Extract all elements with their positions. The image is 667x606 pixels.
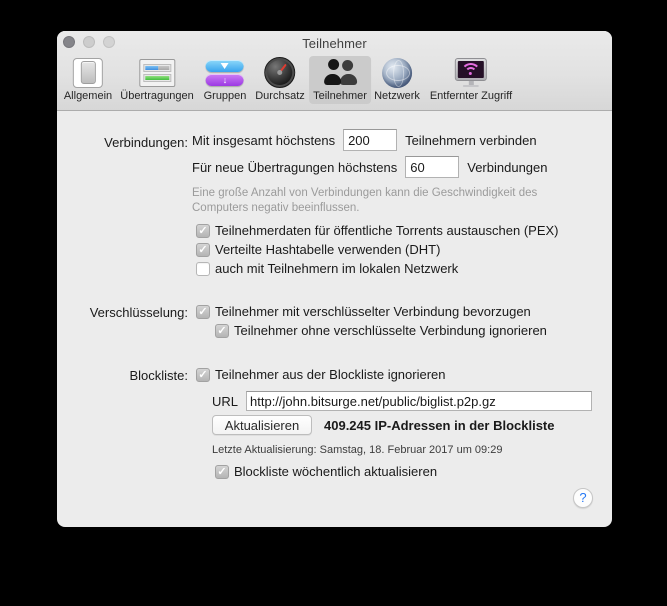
connections-note-line2: Computers negativ beeinflussen. xyxy=(192,202,360,214)
blocklist-ignore-checkbox-row[interactable] xyxy=(196,367,446,382)
require-encryption-checkbox-row[interactable] xyxy=(215,323,547,338)
pex-label: Teilnehmerdaten für öffentliche Torrents austauschen (PEX) xyxy=(215,223,559,238)
blocklist-weekly-checkbox-row[interactable] xyxy=(215,464,437,479)
toolbar-item-teilnehmer[interactable] xyxy=(309,56,371,104)
preferences-window xyxy=(57,31,612,527)
pex-checkbox-row[interactable] xyxy=(196,223,559,238)
new-transfer-peers-row xyxy=(192,156,548,178)
max-peers-suffix: Teilnehmern verbinden xyxy=(405,132,537,148)
local-peers-checkbox[interactable] xyxy=(196,262,210,276)
new-transfer-suffix: Verbindungen xyxy=(467,159,548,175)
toolbar-item-label: Durchsatz xyxy=(255,90,305,102)
section-label-verbindungen: Verbindungen: xyxy=(104,135,188,150)
prefer-encryption-checkbox-row[interactable] xyxy=(196,304,531,319)
blocklist-last-update: Letzte Aktualisierung: Samstag, 18. Februar 2017 um 09:29 xyxy=(212,444,503,456)
local-peers-label: auch mit Teilnehmern im lokalen Netzwerk xyxy=(215,261,459,276)
light-switch-icon xyxy=(73,57,103,88)
blocklist-url-input[interactable] xyxy=(246,391,592,411)
toolbar-item-label: Entfernter Zugriff xyxy=(429,90,513,102)
toolbar-item-uebertragungen[interactable] xyxy=(116,56,197,104)
require-encryption-checkbox[interactable] xyxy=(215,324,229,338)
globe-icon xyxy=(382,57,412,88)
toolbar-item-label: Teilnehmer xyxy=(313,90,367,102)
dht-checkbox-row[interactable] xyxy=(196,242,440,257)
dht-checkbox[interactable] xyxy=(196,243,210,257)
toolbar-item-allgemein[interactable] xyxy=(60,56,116,104)
preferences-content xyxy=(57,111,612,527)
toolbar-item-entfernter-zugriff[interactable] xyxy=(426,56,516,104)
remote-display-icon xyxy=(455,57,487,88)
url-label: URL xyxy=(212,393,239,409)
transfers-window-icon xyxy=(139,57,175,88)
blocklist-count: 409.245 IP-Adressen in der Blockliste xyxy=(324,417,555,433)
section-label-blockliste: Blockliste: xyxy=(129,368,188,383)
max-peers-row xyxy=(192,129,537,151)
blocklist-weekly-label: Blockliste wöchentlich aktualisieren xyxy=(234,464,438,479)
toolbar-item-durchsatz[interactable] xyxy=(251,56,309,104)
new-transfer-prefix: Für neue Übertragungen höchstens xyxy=(192,159,398,175)
blocklist-ignore-checkbox[interactable] xyxy=(196,368,210,382)
speedometer-icon xyxy=(265,57,296,88)
window-title: Teilnehmer xyxy=(302,36,367,51)
connections-note-line1: Eine große Anzahl von Verbindungen kann die Geschwindigkeit des xyxy=(192,187,538,199)
max-peers-prefix: Mit insgesamt höchstens xyxy=(192,132,336,148)
toolbar-item-label: Allgemein xyxy=(63,90,113,102)
max-peers-input[interactable] xyxy=(343,129,397,151)
blocklist-weekly-checkbox[interactable] xyxy=(215,465,229,479)
connections-note xyxy=(192,186,592,216)
require-encryption-label: Teilnehmer ohne verschlüsselte Verbindung ignorieren xyxy=(234,323,547,338)
toolbar-item-gruppen[interactable] xyxy=(200,56,251,104)
toolbar-item-netzwerk[interactable] xyxy=(370,56,424,104)
help-button[interactable]: ? xyxy=(573,488,593,508)
group-pills-icon: ↓ xyxy=(206,57,244,88)
toolbar-item-label: Gruppen xyxy=(203,90,247,102)
section-label-verschluesselung: Verschlüsselung: xyxy=(89,305,188,320)
pex-checkbox[interactable] xyxy=(196,224,210,238)
window-chrome xyxy=(57,31,612,111)
new-transfer-peers-input[interactable] xyxy=(405,156,459,178)
peers-icon xyxy=(323,57,357,88)
toolbar-item-label: Netzwerk xyxy=(374,90,420,102)
local-peers-checkbox-row[interactable] xyxy=(196,261,458,276)
blocklist-url-row xyxy=(212,391,592,411)
update-blocklist-button[interactable]: Aktualisieren xyxy=(212,415,312,435)
blocklist-update-row xyxy=(212,415,555,435)
blocklist-ignore-label: Teilnehmer aus der Blockliste ignorieren xyxy=(215,367,446,382)
dht-label: Verteilte Hashtabelle verwenden (DHT) xyxy=(215,242,441,257)
prefer-encryption-label: Teilnehmer mit verschlüsselter Verbindung bevorzugen xyxy=(215,304,531,319)
toolbar-item-label: Übertragungen xyxy=(120,90,194,102)
prefer-encryption-checkbox[interactable] xyxy=(196,305,210,319)
